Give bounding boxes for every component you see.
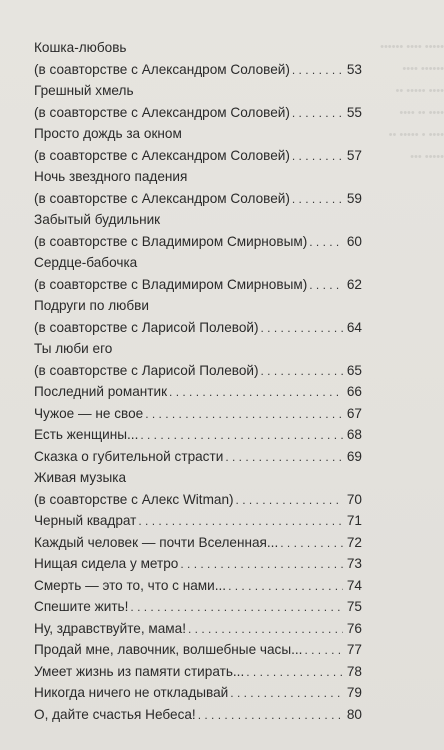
toc-entry-text: (в соавторстве с Владимиром Смирновым) <box>34 276 308 292</box>
dot-leader <box>198 704 343 727</box>
toc-entry-text: Кошка-любовь <box>34 40 127 55</box>
toc-entry <box>34 661 362 683</box>
toc-entry-text: Каждый человек — почти Вселенная... <box>34 534 279 550</box>
dot-leader <box>228 575 343 598</box>
toc-entry-text: (в соавторстве с Ларисой Полевой) <box>34 362 259 378</box>
toc-page-number: 55 <box>346 104 362 120</box>
dot-leader <box>145 403 343 426</box>
dot-leader <box>225 446 343 469</box>
toc-page-number: 59 <box>346 190 362 206</box>
toc-entry-text: Сказка о губительной страсти <box>34 448 224 464</box>
toc-page-number: 73 <box>346 556 362 571</box>
toc-page-number: 76 <box>346 620 362 636</box>
toc-entry <box>34 682 362 704</box>
toc-page-number: 69 <box>346 448 362 464</box>
toc-entry <box>34 403 362 425</box>
toc-entry-text: (в соавторстве с Александром Соловей) <box>34 147 290 163</box>
toc-entry <box>34 59 362 81</box>
toc-entry-text: Чужое — не свое <box>34 405 144 421</box>
toc-entry <box>34 424 362 446</box>
toc-entry-text: (в соавторстве с Александром Соловей) <box>34 190 290 206</box>
dot-leader <box>292 188 343 211</box>
dot-leader <box>280 532 343 555</box>
toc-title-line <box>34 467 362 489</box>
toc-entry <box>34 489 362 511</box>
toc-page-number: 57 <box>346 147 362 163</box>
toc-entry-text: Ночь звездного падения <box>34 169 188 184</box>
toc-entry <box>34 274 362 296</box>
toc-entry-text: Нищая сидела у метро <box>34 556 179 571</box>
toc-entry-text: Никогда ничего не откладывай <box>34 685 229 700</box>
toc-page-number: 80 <box>346 706 362 722</box>
toc-page-number: 77 <box>346 642 362 657</box>
dot-leader <box>292 59 343 82</box>
toc-entry-text: (в соавторстве с Александром Соловей) <box>34 104 290 120</box>
toc-entry <box>34 102 362 124</box>
toc-page-number: 65 <box>346 362 362 378</box>
toc-page-number: 53 <box>346 61 362 77</box>
toc-entry-text: Есть женщины... <box>34 427 139 442</box>
toc-title-line <box>34 338 362 360</box>
toc-entry <box>34 639 362 661</box>
toc-entry <box>34 231 362 253</box>
toc-entry-text: (в соавторстве с Александром Соловей) <box>34 61 290 77</box>
toc-entry <box>34 532 362 554</box>
toc-entry-text: Просто дождь за окном <box>34 126 182 141</box>
toc-entry-text: Грешный хмель <box>34 83 134 98</box>
toc-page-number: 66 <box>346 384 362 399</box>
toc-title-line <box>34 295 362 317</box>
dot-leader <box>230 682 343 705</box>
toc-page-number: 70 <box>346 491 362 507</box>
toc-page-number: 78 <box>346 663 362 679</box>
toc-entry-text: (в соавторстве с Алекс Witman) <box>34 491 234 507</box>
dot-leader <box>169 381 343 404</box>
toc-entry-text: Смерть — это то, что с нами... <box>34 577 227 593</box>
toc-entry-text: (в соавторстве с Владимиром Смирновым) <box>34 233 308 249</box>
toc-entry <box>34 145 362 167</box>
toc-entry-text: Умеет жизнь из памяти стирать... <box>34 663 245 679</box>
dot-leader <box>292 102 343 125</box>
toc-page-number: 74 <box>346 577 362 593</box>
toc-entry-text: Последний романтик <box>34 384 168 399</box>
toc-entry <box>34 446 362 468</box>
dot-leader <box>180 553 343 576</box>
toc-page-number: 72 <box>346 534 362 550</box>
toc-title-line <box>34 209 362 231</box>
toc-entry <box>34 575 362 597</box>
toc-title-line <box>34 252 362 274</box>
toc-entry <box>34 618 362 640</box>
toc-entry <box>34 704 362 726</box>
toc-entry-text: Ну, здравствуйте, мама! <box>34 620 186 636</box>
toc-entry <box>34 317 362 339</box>
toc-page-number: 75 <box>346 599 362 614</box>
toc-entry-text: Ты люби его <box>34 341 113 356</box>
dot-leader <box>138 510 343 533</box>
toc-entry <box>34 596 362 618</box>
toc-entry <box>34 510 362 532</box>
toc-entry-text: Забытый будильник <box>34 212 161 227</box>
toc-entry-text: О, дайте счастья Небеса! <box>34 706 196 722</box>
table-of-contents <box>34 37 362 725</box>
toc-entry-text: Сердце-бабочка <box>34 255 138 270</box>
dot-leader <box>292 145 343 168</box>
toc-entry-text: Продай мне, лавочник, волшебные часы... <box>34 642 303 657</box>
toc-page-number: 60 <box>346 233 362 249</box>
dot-leader <box>261 317 343 340</box>
dot-leader <box>309 231 343 254</box>
bleed-through-text: ••••• •••• •••••• •••••• •••• •••• ••••• •• •••• •• •••• •••• • ••••• •• ••••• ••• <box>380 41 444 163</box>
toc-page-number: 64 <box>346 319 362 335</box>
toc-entry <box>34 553 362 575</box>
toc-entry <box>34 381 362 403</box>
toc-title-line <box>34 123 362 145</box>
dot-leader <box>140 424 343 447</box>
dot-leader <box>261 360 343 383</box>
dot-leader <box>246 661 343 684</box>
toc-entry <box>34 188 362 210</box>
toc-page-number: 67 <box>346 405 362 421</box>
toc-title-line <box>34 37 362 59</box>
toc-entry-text: Подруги по любви <box>34 298 149 313</box>
toc-title-line <box>34 80 362 102</box>
toc-page-number: 71 <box>346 513 362 528</box>
dot-leader <box>304 639 343 662</box>
dot-leader <box>130 596 343 619</box>
toc-entry-text: Спешите жить! <box>34 599 129 614</box>
dot-leader <box>309 274 343 297</box>
dot-leader <box>188 618 343 641</box>
toc-page-number: 79 <box>346 685 362 700</box>
toc-entry <box>34 360 362 382</box>
toc-page-number: 68 <box>346 427 362 442</box>
toc-entry-text: Живая музыка <box>34 470 127 485</box>
toc-title-line <box>34 166 362 188</box>
toc-entry-text: Черный квадрат <box>34 513 137 528</box>
toc-entry-text: (в соавторстве с Ларисой Полевой) <box>34 319 259 335</box>
toc-page-number: 62 <box>346 276 362 292</box>
dot-leader <box>236 489 343 512</box>
